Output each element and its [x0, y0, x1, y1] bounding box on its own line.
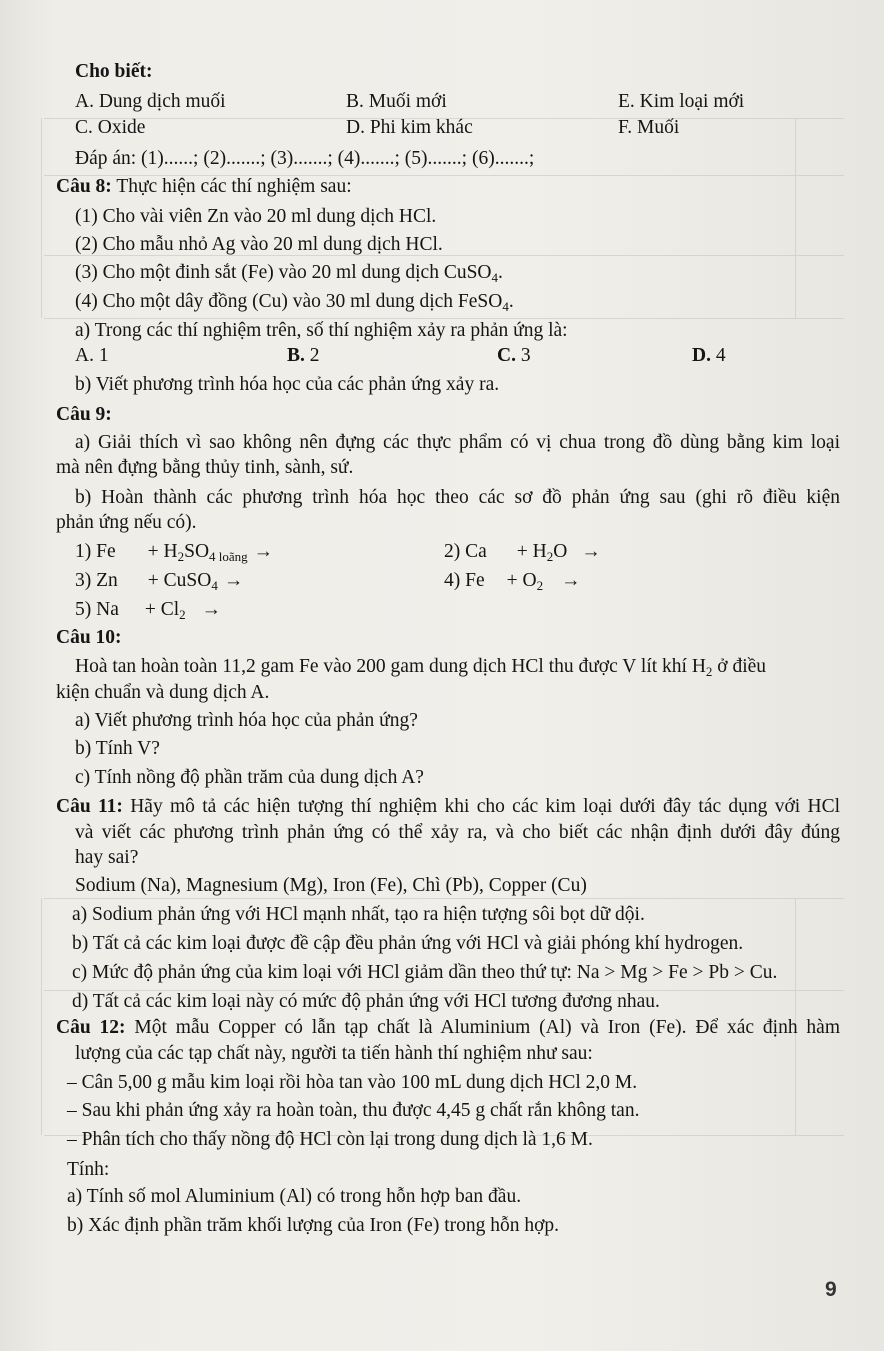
question-9-label: Câu 9: [56, 404, 112, 425]
q9-part-a-line-2: mà nên đựng bằng thủy tinh, sành, sứ. [56, 457, 354, 478]
q12-step-1: – Cân 5,00 g mẫu kim loại rồi hòa tan vào 100 mL dung dịch HCl 2,0 M. [67, 1072, 638, 1093]
q11-line-3: hay sai? [75, 847, 139, 868]
given-answer-line: Đáp án: (1)......; (2).......; (3).......; (4).......; (5).......; (6).......; [75, 148, 535, 169]
q8-question-a: a) Trong các thí nghiệm trên, số thí nghiệm xảy ra phản ứng là: [75, 320, 568, 341]
q8-experiment-3: (3) Cho một đinh sắt (Fe) vào 20 ml dung dịch CuSO$_4$. [75, 262, 503, 285]
given-option-c: C. Oxide [75, 117, 146, 138]
q8-option-c: C. 3 [497, 345, 531, 366]
q11-line-1: Câu 11: Hãy mô tả các hiện tượng thí nghiệm khi cho các kim loại dưới đây tác dụng với HCl [56, 796, 841, 817]
q9-part-b-line-2: phản ứng nếu có). [56, 512, 197, 533]
q11-statement-d: d) Tất cả các kim loại này có mức độ phản ứng với HCl tương đương nhau. [72, 991, 660, 1012]
q8-question-b: b) Viết phương trình hóa học của các phản ứng xảy ra. [75, 374, 500, 395]
given-title: Cho biết: [75, 61, 153, 82]
given-option-b: B. Muối mới [346, 91, 447, 112]
q9-reaction-3: 3) Zn + CuSO$_4$ → [75, 570, 244, 593]
given-option-a: A. Dung dịch muối [75, 91, 226, 112]
q11-metals: Sodium (Na), Magnesium (Mg), Iron (Fe), Chì (Pb), Copper (Cu) [75, 875, 587, 896]
q12-line-2: lượng của các tạp chất này, người ta tiến hành thí nghiệm như sau: [75, 1043, 593, 1064]
q11-statement-a: a) Sodium phản ứng với HCl mạnh nhất, tạo ra hiện tượng sôi bọt dữ dội. [72, 904, 645, 925]
q8-experiment-4: (4) Cho một dây đồng (Cu) vào 30 ml dung dịch FeSO$_4$. [75, 291, 514, 314]
q9-reaction-5: 5) $Na + Cl_2$ → [75, 599, 222, 622]
question-8-label: Câu 8: [56, 176, 112, 197]
question-8-intro: Thực hiện các thí nghiệm sau: [116, 176, 352, 197]
question-11-label: Câu 11: [56, 796, 123, 817]
q9-part-b-line-1: b) Hoàn thành các phương trình hóa học theo các sơ đồ phản ứng sau (ghi rõ điều kiện [75, 487, 840, 508]
q12-calc-label: Tính: [67, 1159, 110, 1180]
q12-line-1: Câu 12: Một mẫu Copper có lẫn tạp chất là Aluminium (Al) và Iron (Fe). Để xác định hàm [56, 1017, 841, 1038]
q10-part-a: a) Viết phương trình hóa học của phản ứng? [75, 710, 418, 731]
q9-reaction-4: 4) $Fe + O_2$ → [444, 570, 581, 593]
q12-part-a: a) Tính số mol Aluminium (Al) có trong hỗn hợp ban đầu. [67, 1186, 522, 1207]
given-option-f: F. Muối [618, 117, 680, 138]
q10-line-1: Hoà tan hoàn toàn 11,2 gam Fe vào 200 gam dung dịch HCl thu được V lít khí $H_2$ ở điều [75, 656, 767, 679]
q10-line-2: kiện chuẩn và dung dịch A. [56, 682, 270, 703]
q9-reaction-1: 1) $Fe + H_2SO_{4 loãng}$ → [75, 541, 274, 564]
q12-step-2: – Sau khi phản ứng xảy ra hoàn toàn, thu được 4,45 g chất rắn không tan. [67, 1100, 640, 1121]
q11-statement-b: b) Tất cả các kim loại được đề cập đều phản ứng với HCl và giải phóng khí hydrogen. [72, 933, 744, 954]
q8-option-a: A. 1 [75, 345, 109, 366]
page-number: 9 [825, 1278, 837, 1301]
q12-step-3: – Phân tích cho thấy nồng độ HCl còn lại trong dung dịch là 1,6 M. [67, 1129, 593, 1150]
q10-part-b: b) Tính V? [75, 738, 160, 759]
q11-statement-c: c) Mức độ phản ứng của kim loại với HCl giảm dần theo thứ tự: Na > Mg > Fe > Pb > Cu. [72, 962, 778, 983]
question-12-label: Câu 12: [56, 1017, 126, 1038]
q9-part-a-line-1: a) Giải thích vì sao không nên đựng các thực phẩm có vị chua trong đồ dùng bằng kim loại [75, 432, 840, 453]
question-10-label: Câu 10: [56, 627, 122, 648]
q11-line-2: và viết các phương trình phản ứng có thể xảy ra, và cho biết các nhận định dưới đây đúng [75, 822, 840, 843]
q8-experiment-1: (1) Cho vài viên Zn vào 20 ml dung dịch HCl. [75, 206, 437, 227]
q8-experiment-2: (2) Cho mẫu nhỏ Ag vào 20 ml dung dịch HCl. [75, 234, 443, 255]
q12-part-b: b) Xác định phần trăm khối lượng của Iron (Fe) trong hỗn hợp. [67, 1215, 560, 1236]
q10-part-c: c) Tính nồng độ phần trăm của dung dịch A? [75, 767, 424, 788]
question-8-header [56, 175, 352, 199]
q8-option-b: B. 2 [287, 345, 320, 366]
q9-reaction-2: 2) $Ca + H_2O$ → [444, 541, 601, 564]
given-option-e: E. Kim loại mới [618, 91, 745, 112]
q8-option-d: D. 4 [692, 345, 726, 366]
given-option-d: D. Phi kim khác [346, 117, 473, 138]
